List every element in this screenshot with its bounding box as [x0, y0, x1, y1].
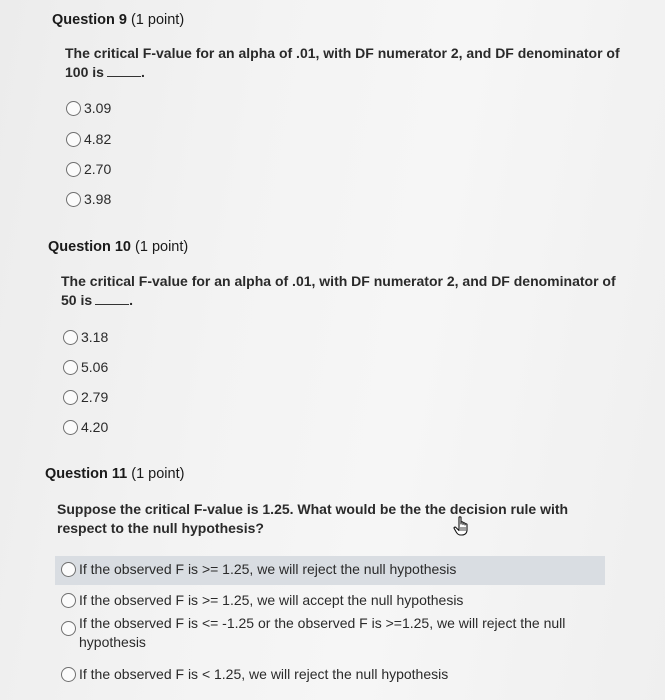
radio-button[interactable]	[61, 593, 76, 608]
radio-button[interactable]	[63, 420, 78, 435]
option-reject-lt[interactable]: If the observed F is < 1.25, we will reject the null hypothesis	[61, 666, 448, 683]
radio-button[interactable]	[66, 101, 81, 116]
radio-button[interactable]	[61, 667, 76, 682]
option-4-20[interactable]: 4.20	[63, 419, 108, 436]
radio-button[interactable]	[61, 621, 76, 636]
radio-button[interactable]	[66, 132, 81, 147]
option-accept-ge[interactable]: If the observed F is >= 1.25, we will accept the null hypothesis	[61, 592, 463, 609]
radio-button[interactable]	[66, 192, 81, 207]
question-text: Suppose the critical F-value is 1.25. What would be the the decision rule with respect to the null hypothesis?	[57, 501, 569, 536]
radio-button[interactable]	[66, 162, 81, 177]
option-3-98[interactable]: 3.98	[66, 191, 111, 208]
question-text: The critical F-value for an alpha of .01, with DF numerator 2, and DF denominator of 100 is .	[65, 45, 620, 80]
option-4-82[interactable]: 4.82	[66, 131, 111, 148]
question-title: Question 11 (1 point)	[45, 466, 185, 482]
option-2-70[interactable]: 2.70	[66, 161, 111, 178]
option-two-tailed[interactable]: If the observed F is <= -1.25 or the observed F is >=1.25, we will reject the null hypothesis	[61, 614, 599, 652]
question-title: Question 9 (1 point)	[52, 12, 185, 28]
question-title: Question 10 (1 point)	[48, 239, 189, 255]
hand-pointer-icon	[452, 515, 472, 537]
answer-blank	[107, 64, 141, 77]
answer-blank	[95, 292, 129, 305]
radio-button[interactable]	[61, 562, 76, 577]
option-3-18[interactable]: 3.18	[63, 329, 108, 346]
option-5-06[interactable]: 5.06	[63, 359, 108, 376]
radio-button[interactable]	[63, 330, 78, 345]
option-reject-ge[interactable]: If the observed F is >= 1.25, we will reject the null hypothesis	[61, 561, 456, 578]
question-text: The critical F-value for an alpha of .01, with DF numerator 2, and DF denominator of 50 is .	[61, 273, 616, 308]
radio-button[interactable]	[63, 360, 78, 375]
option-2-79[interactable]: 2.79	[63, 389, 108, 406]
radio-button[interactable]	[63, 390, 78, 405]
option-3-09[interactable]: 3.09	[66, 100, 111, 117]
